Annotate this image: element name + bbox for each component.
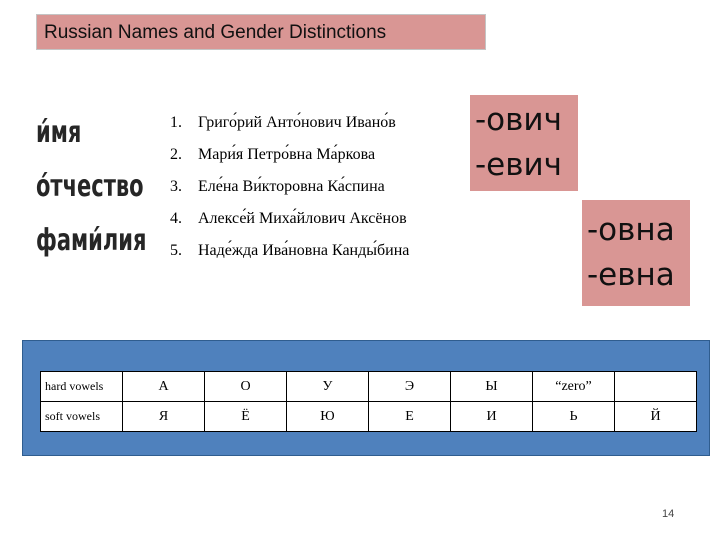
slide-title: Russian Names and Gender Distinctions xyxy=(36,14,486,50)
list-item-number: 3. xyxy=(170,178,182,195)
list-item-text: Наде́жда Ива́новна Канды́бина xyxy=(198,242,410,259)
list-item xyxy=(170,107,409,139)
name-terms xyxy=(36,106,147,268)
list-item-number: 5. xyxy=(170,242,182,259)
female-suffix-box xyxy=(582,200,690,306)
list-item-number: 4. xyxy=(170,210,182,227)
suffix-evna: -евна xyxy=(587,257,675,293)
list-item-text: Григо́рий Анто́нович Ивано́в xyxy=(198,114,396,131)
term-surname: фами́лия xyxy=(36,223,147,258)
row-label-soft-vowels: soft vowels xyxy=(41,402,123,432)
list-item-number: 1. xyxy=(170,114,182,131)
vowel-table xyxy=(40,371,697,432)
table-cell: Ю xyxy=(287,402,369,432)
list-item-text: Мари́я Петро́вна Ма́ркова xyxy=(198,146,376,163)
names-list xyxy=(170,107,409,267)
table-cell: Е xyxy=(369,402,451,432)
list-item xyxy=(170,171,409,203)
list-item xyxy=(170,139,409,171)
term-patronymic: о́тчество xyxy=(36,169,144,204)
table-cell: Ы xyxy=(451,372,533,402)
table-cell: “zero” xyxy=(533,372,615,402)
list-item-text: Еле́на Ви́кторовна Ка́спина xyxy=(198,178,385,195)
row-label-hard-vowels: hard vowels xyxy=(41,372,123,402)
table-row xyxy=(41,402,697,432)
suffix-ovich: -ович xyxy=(475,102,562,138)
page-number: 14 xyxy=(662,508,675,520)
list-item xyxy=(170,203,409,235)
suffix-evich: -евич xyxy=(475,147,562,183)
table-row xyxy=(41,372,697,402)
table-cell: Ё xyxy=(205,402,287,432)
table-cell: Ь xyxy=(533,402,615,432)
table-cell: Й xyxy=(615,402,697,432)
table-cell: Я xyxy=(123,402,205,432)
term-first-name: и́мя xyxy=(36,115,82,150)
table-cell: О xyxy=(205,372,287,402)
table-cell: А xyxy=(123,372,205,402)
list-item-number: 2. xyxy=(170,146,182,163)
table-cell xyxy=(615,372,697,402)
suffix-ovna: -овна xyxy=(587,212,675,248)
male-suffix-box xyxy=(470,95,578,191)
table-cell: И xyxy=(451,402,533,432)
list-item xyxy=(170,235,409,267)
list-item-text: Алексе́й Миха́йлович Аксёнов xyxy=(198,210,407,227)
table-cell: Э xyxy=(369,372,451,402)
table-cell: У xyxy=(287,372,369,402)
